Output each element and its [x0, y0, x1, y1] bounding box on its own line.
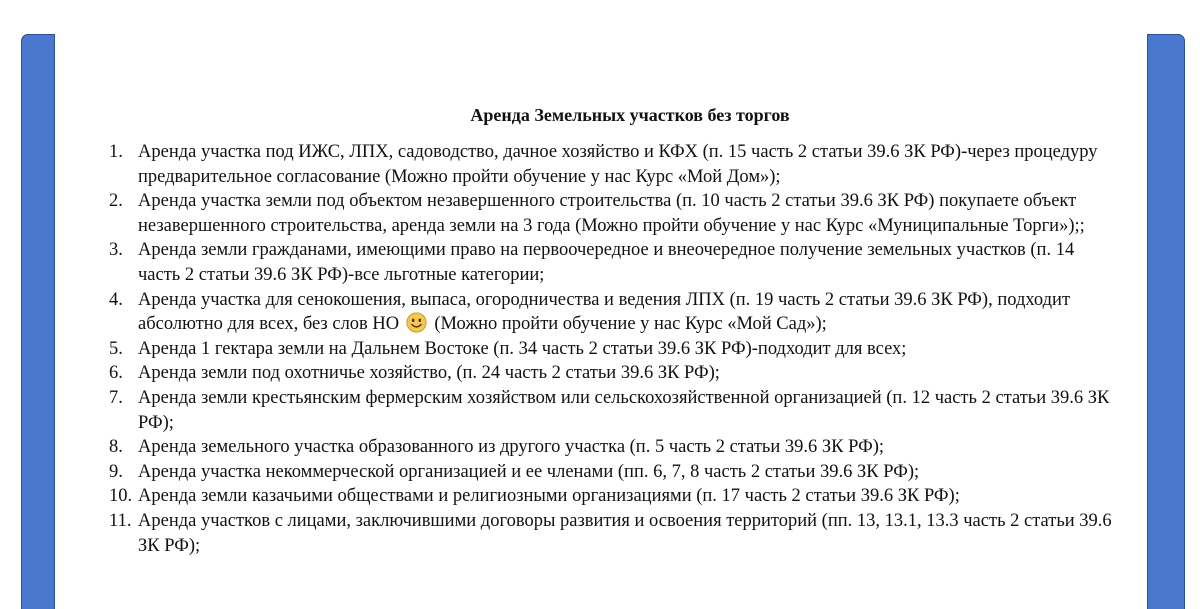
list-item-text: Аренда участка под ИЖС, ЛПХ, садоводство, дачное хозяйство и КФХ (п. 15 часть 2 статьи 39.6 ЗК РФ)-через процедуру предварительное согласование (Можно пройти обучение у нас Курс «Мой Дом»); — [138, 142, 1098, 187]
list-item-text: Аренда участка некоммерческой организацией и ее членами (пп. 6, 7, 8 часть 2 статьи 39.6 ЗК РФ); — [138, 461, 920, 482]
list-item-number: 4. — [109, 289, 123, 310]
list-item — [109, 386, 1119, 435]
list-item-number: 3. — [109, 240, 123, 261]
list-item-number: 5. — [109, 338, 123, 359]
list-item-number: 9. — [109, 461, 123, 482]
list-item — [109, 238, 1119, 287]
list-item-text: Аренда земли крестьянским фермерским хозяйством или сельскохозяйственной организацией (п. 12 часть 2 статьи 39.6 ЗК РФ); — [138, 387, 1110, 433]
list-item-text: Аренда участка для сенокошения, выпаса, огородничества и ведения ЛПХ (п. 19 часть 2 статьи 39.6 ЗК РФ), подходит абсолютно для всех, без слов НО — [138, 289, 1071, 335]
smiling-face-icon — [406, 312, 427, 333]
list-item — [109, 509, 1119, 558]
list-item-number: 1. — [109, 142, 123, 162]
numbered-list — [109, 140, 1119, 558]
list-item-text: Аренда 1 гектара земли на Дальнем Востоке (п. 34 часть 2 статьи 39.6 ЗК РФ)-подходит для всех; — [138, 338, 907, 359]
list-item-number: 2. — [109, 191, 123, 212]
list-item — [109, 435, 1119, 460]
list-item-number: 10. — [109, 486, 133, 507]
list-item-text: (Можно пройти обучение у нас Курс «Мой Сад»); — [434, 314, 827, 335]
list-item-text: Аренда земли казачьими обществами и религиозными организациями (п. 17 часть 2 статьи 39.6 ЗК РФ); — [138, 486, 960, 507]
list-item — [109, 140, 1119, 189]
document-title: Аренда Земельных участков без торгов — [470, 105, 790, 125]
list-item-text: Аренда земли под охотничье хозяйство, (п. 24 часть 2 статьи 39.6 ЗК РФ); — [138, 363, 720, 384]
list-item-text: Аренда земельного участка образованного из другого участка (п. 5 часть 2 статьи 39.6 ЗК РФ); — [138, 437, 885, 458]
list-item — [109, 189, 1119, 238]
list-item — [109, 337, 1119, 362]
list-item-number: 8. — [109, 437, 123, 458]
list-item-number: 6. — [109, 363, 123, 384]
list-item — [109, 460, 1119, 485]
list-item-number: 7. — [109, 387, 123, 408]
list-item-number: 11. — [109, 510, 132, 531]
list-item — [109, 288, 1119, 337]
list-item-text: Аренда земли гражданами, имеющими право на первоочередное и внеочередное получение земельных участков (п. 14 часть 2 статьи 39.6 ЗК РФ)-все льготные категории; — [138, 240, 1075, 285]
list-item — [109, 361, 1119, 386]
document-body — [109, 140, 1119, 558]
list-item-text: Аренда участка земли под объектом незавершенного строительства (п. 10 часть 2 статьи 39.6 ЗК РФ) покупаете объект незавершенного строительства, аренда земли на 3 года (Можно пройти обучение у нас Курс «Муниципальные Торги»);; — [138, 191, 1085, 236]
list-item — [109, 484, 1119, 509]
list-item-text: Аренда участков с лицами, заключившими договоры развития и освоения территорий (пп. 13, 13.1, 13.3 часть 2 статьи 39.6 ЗК РФ); — [138, 510, 1112, 556]
